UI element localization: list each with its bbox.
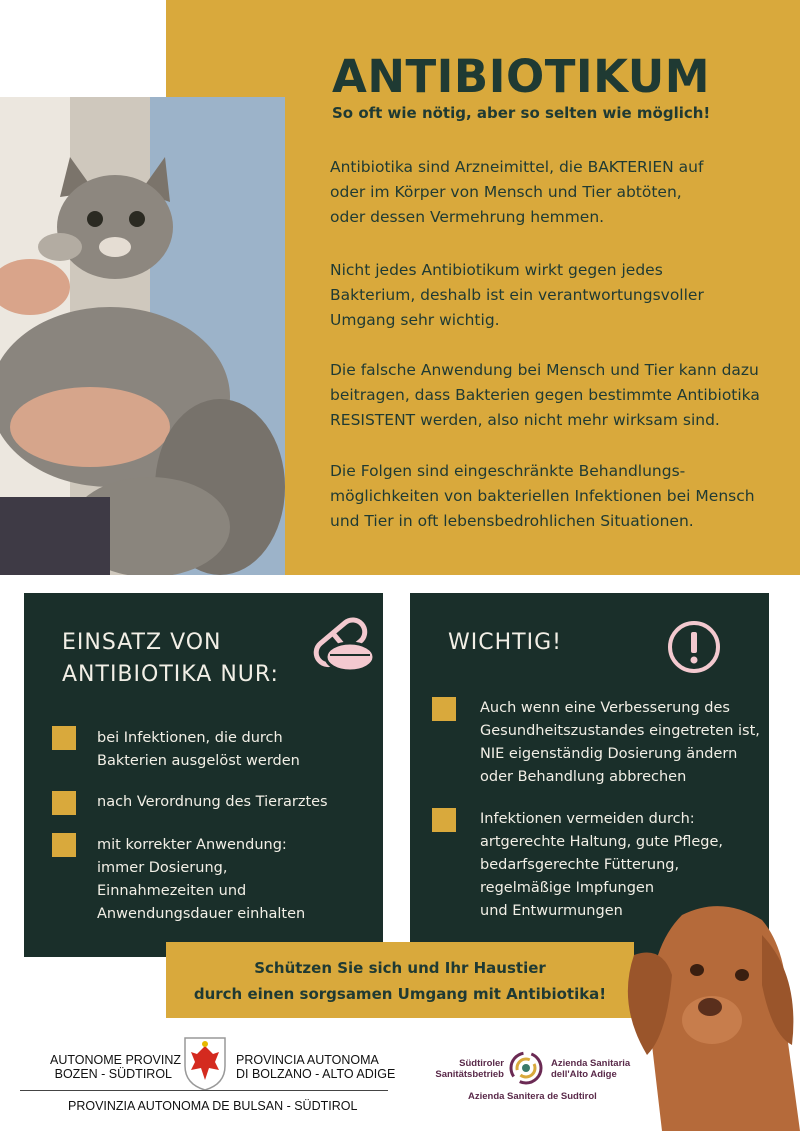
intro-paragraph-3: Die falsche Anwendung bei Mensch und Tier kann dazu beitragen, dass Bakterien gegen bestimmte Antibiotika RESISTENT werden, also nicht mehr wirksam sind. bbox=[330, 361, 760, 429]
intro-paragraph-4: Die Folgen sind eingeschränkte Behandlungs- möglichkeiten von bakteriellen Infektionen bei Mensch und Tier in oft lebensbedrohlichen Situationen. bbox=[330, 462, 755, 530]
usage-box bbox=[24, 593, 383, 957]
pill-capsule-icon bbox=[306, 605, 378, 677]
usage-item-1: bei Infektionen, die durch Bakterien ausgelöst werden bbox=[97, 730, 300, 769]
province-name-lad: PROVINZIA AUTONOMA DE BULSAN - SÜDTIROL bbox=[68, 1099, 358, 1113]
intro-paragraph-2: Nicht jedes Antibiotikum wirkt gegen jedes Bakterium, deshalb ist ein verantwortungsvoller Umgang sehr wichtig. bbox=[330, 261, 704, 329]
province-name-de: AUTONOME PROVINZ BOZEN - SÜDTIROL bbox=[50, 1053, 182, 1081]
usage-box-heading: EINSATZ VON ANTIBIOTIKA NUR: bbox=[62, 630, 279, 687]
bullet-marker bbox=[52, 726, 76, 750]
intro-paragraph-1: Antibiotika sind Arzneimittel, die BAKTERIEN auf oder im Körper von Mensch und Tier abtöten, oder dessen Vermehrung hemmen. bbox=[330, 158, 704, 226]
bullet-marker bbox=[432, 697, 456, 721]
page-subtitle: So oft wie nötig, aber so selten wie möglich! bbox=[332, 104, 711, 122]
health-authority-logo-icon bbox=[508, 1050, 544, 1086]
health-authority-name-it: Azienda Sanitaria dell'Alto Adige bbox=[551, 1058, 631, 1080]
footer-divider bbox=[20, 1090, 388, 1091]
usage-item-3: mit korrekter Anwendung: immer Dosierung, Einnahmezeiten und Anwendungsdauer einhalten bbox=[97, 837, 306, 922]
cat-photo bbox=[0, 97, 285, 575]
page-title: ANTIBIOTIKUM bbox=[332, 50, 711, 103]
health-authority-name-lad: Azienda Sanitera de Sudtirol bbox=[468, 1091, 597, 1102]
bullet-marker bbox=[52, 833, 76, 857]
dog-photo bbox=[612, 895, 800, 1131]
exclamation-circle-icon bbox=[666, 619, 722, 675]
bullet-marker bbox=[432, 808, 456, 832]
banner-text: Schützen Sie sich und Ihr Haustier durch einen sorgsamen Umgang mit Antibiotika! bbox=[193, 959, 607, 1003]
bullet-marker bbox=[52, 791, 76, 815]
usage-item-2: nach Verordnung des Tierarztes bbox=[97, 794, 328, 810]
health-authority-name-de: Südtiroler Sanitätsbetrieb bbox=[435, 1058, 504, 1080]
important-box-heading: WICHTIG! bbox=[448, 630, 562, 655]
important-item-2: Infektionen vermeiden durch: artgerechte Haltung, gute Pflege, bedarfsgerechte Fütterung, regelmäßige Impfungen und Entwurmungen bbox=[480, 811, 724, 919]
important-item-1: Auch wenn eine Verbesserung des Gesundheitszustandes eingetreten ist, NIE eigenständig Dosierung ändern oder Behandlung abbrechen bbox=[480, 700, 760, 785]
south-tyrol-coat-of-arms-icon bbox=[183, 1036, 227, 1092]
province-name-it: PROVINCIA AUTONOMA DI BOLZANO - ALTO ADIGE bbox=[236, 1053, 396, 1081]
call-to-action-banner bbox=[166, 942, 634, 1018]
